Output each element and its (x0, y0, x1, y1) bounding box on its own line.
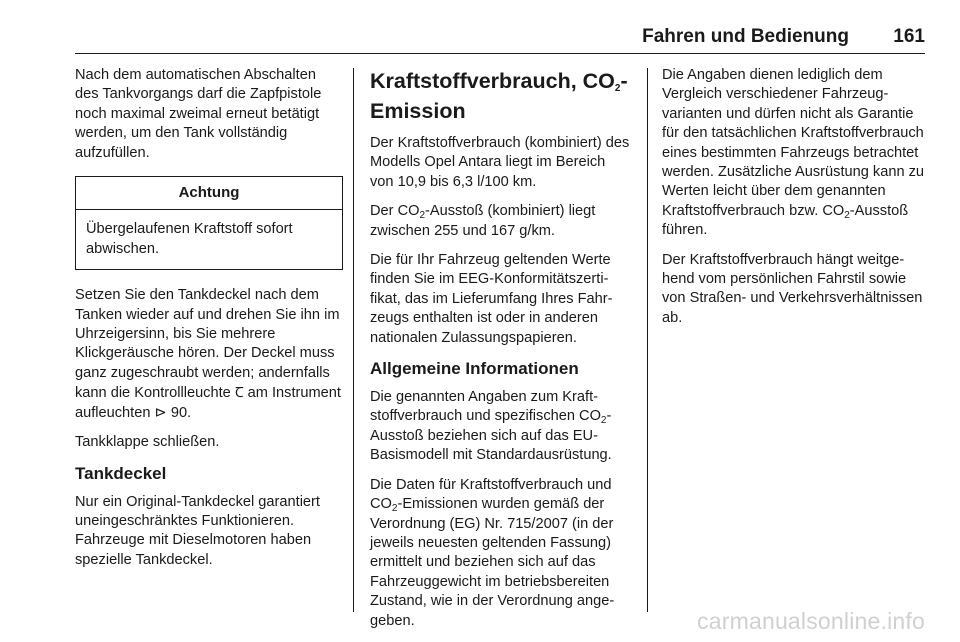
page-reference[interactable]: 90. (170, 404, 192, 421)
paragraph-consumption-range: Der Kraftstoffverbrauch (kombiniert) des Modells Opel Antara liegt im Bereich von 10,9 bis 6,3 l/100 km. (370, 135, 630, 190)
watermark: carmanualsonline.info (697, 608, 925, 634)
comparison-text-b: -Ausstoß führen. (662, 202, 909, 239)
warning-text: Übergelaufenen Kraftstoff sofort abwischen. (86, 221, 293, 257)
co2-text-b: -Ausstoß (kombiniert) liegt zwischen 255 und 167 g/km. (370, 203, 596, 239)
heading-fuel-consumption (370, 66, 632, 126)
eu-text-b: -Ausstoß beziehen sich auf das EU-Basismodell mit Standardausrüstung. (370, 408, 612, 464)
page-number: 161 (893, 26, 925, 47)
header-rule (75, 53, 925, 54)
comparison-subscript: 2 (844, 209, 850, 221)
paragraph-eeg-certificate: Die für Ihr Fahrzeug geltenden Werte finden Sie im EEG-Konformitätszertifikat, das im Lieferumfang Ihres Fahrzeugs enthalten ist oder in anderen nationalen Zulassungspapieren. (370, 252, 613, 346)
paragraph-close-flap: Tankklappe schließen. (75, 434, 220, 451)
regulation-text-a: Die Daten für Kraftstoffverbrauch und CO (370, 476, 612, 513)
co2-text-a: Der CO (370, 203, 420, 220)
fuel-cap-text-2: am Instrument aufleuchten (75, 385, 341, 421)
paragraph-original-cap: Nur ein Original-Tankdeckel garantiert uneingeschränktes Funktionieren. Fahrzeuge mit Dieselmotoren haben spezielle Tankdeckel. (75, 493, 320, 568)
heading-tankdeckel: Tankdeckel (75, 463, 167, 483)
regulation-subscript: 2 (391, 503, 398, 515)
paragraph-eu-basis (370, 388, 632, 466)
fuel-cap-text: Setzen Sie den Tankdeckel nach dem Tanken wieder auf und drehen Sie ihn im Uhrzeigersinn, bis Sie mehrere Klickgeräusche hören. Der Deckel muss ganz zugeschraubt werden; andernfalls kann die Kontrollleuchte (75, 287, 340, 402)
heading-general-info: Allgemeine Informationen (370, 359, 579, 379)
page-header (75, 26, 925, 50)
regulation-text-b: -Emissionen wurden gemäß der Verordnung (EG) Nr. 715/2007 (in der jeweils neuesten geltenden Fassung) ermittelt und beziehen sich auf das Fahrzeuggewicht im betriebsbereiten Zustand, wie in der Verordnung angegeben. (370, 496, 615, 629)
eu-text-a: Die genannten Angaben zum Kraftstoffverbrauch und spezifischen CO (370, 389, 601, 425)
eu-subscript: 2 (600, 415, 607, 427)
co2-subscript: 2 (419, 210, 426, 222)
heading-part-b: - (620, 69, 628, 93)
paragraph-comparison (662, 66, 926, 241)
comparison-text-a: Die Angaben dienen lediglich dem Vergleich verschiedener Fahrzeugvarianten und dürfen nicht als Garantie für den tatsächlichen Kraftstoffverbrauch eines bestimmten Fahrzeugs betrachtet werden. Zusätzliche Ausrüstung kann zu Werten leicht über dem genannten Kraftstoffverbrauch bzw. CO (662, 67, 925, 219)
warning-box (75, 176, 343, 270)
paragraph-fuel-cap (75, 286, 343, 423)
column-divider-right (647, 68, 648, 612)
paragraph-regulation (370, 476, 632, 631)
heading-part-a: Kraftstoffverbrauch, CO (370, 69, 615, 93)
page-reference-arrow-icon: ⊳ (154, 404, 167, 421)
column-3 (662, 66, 926, 338)
section-title: Fahren und Bedienung (642, 26, 849, 47)
column-1 (75, 66, 343, 580)
column-2 (370, 66, 632, 641)
paragraph-driving-style: Der Kraftstoffverbrauch hängt weitgehend vom persönlichen Fahrstil sowie von Straßen- und Verkehrsverhältnissen ab. (662, 251, 923, 326)
paragraph-refuel-stop: Nach dem automatischen Abschalten des Tankvorgangs darf die Zapfpistole noch maximal zweimal erneut betätigt werden, um den Tank vollständig aufzufüllen. (75, 67, 322, 161)
warning-title: Achtung (76, 177, 342, 210)
control-indicator-icon: Ꞇ (234, 384, 244, 401)
heading-part-c: Emission (370, 99, 466, 123)
column-divider-left (353, 68, 354, 612)
heading-subscript: 2 (614, 83, 621, 94)
paragraph-co2-range (370, 202, 632, 241)
